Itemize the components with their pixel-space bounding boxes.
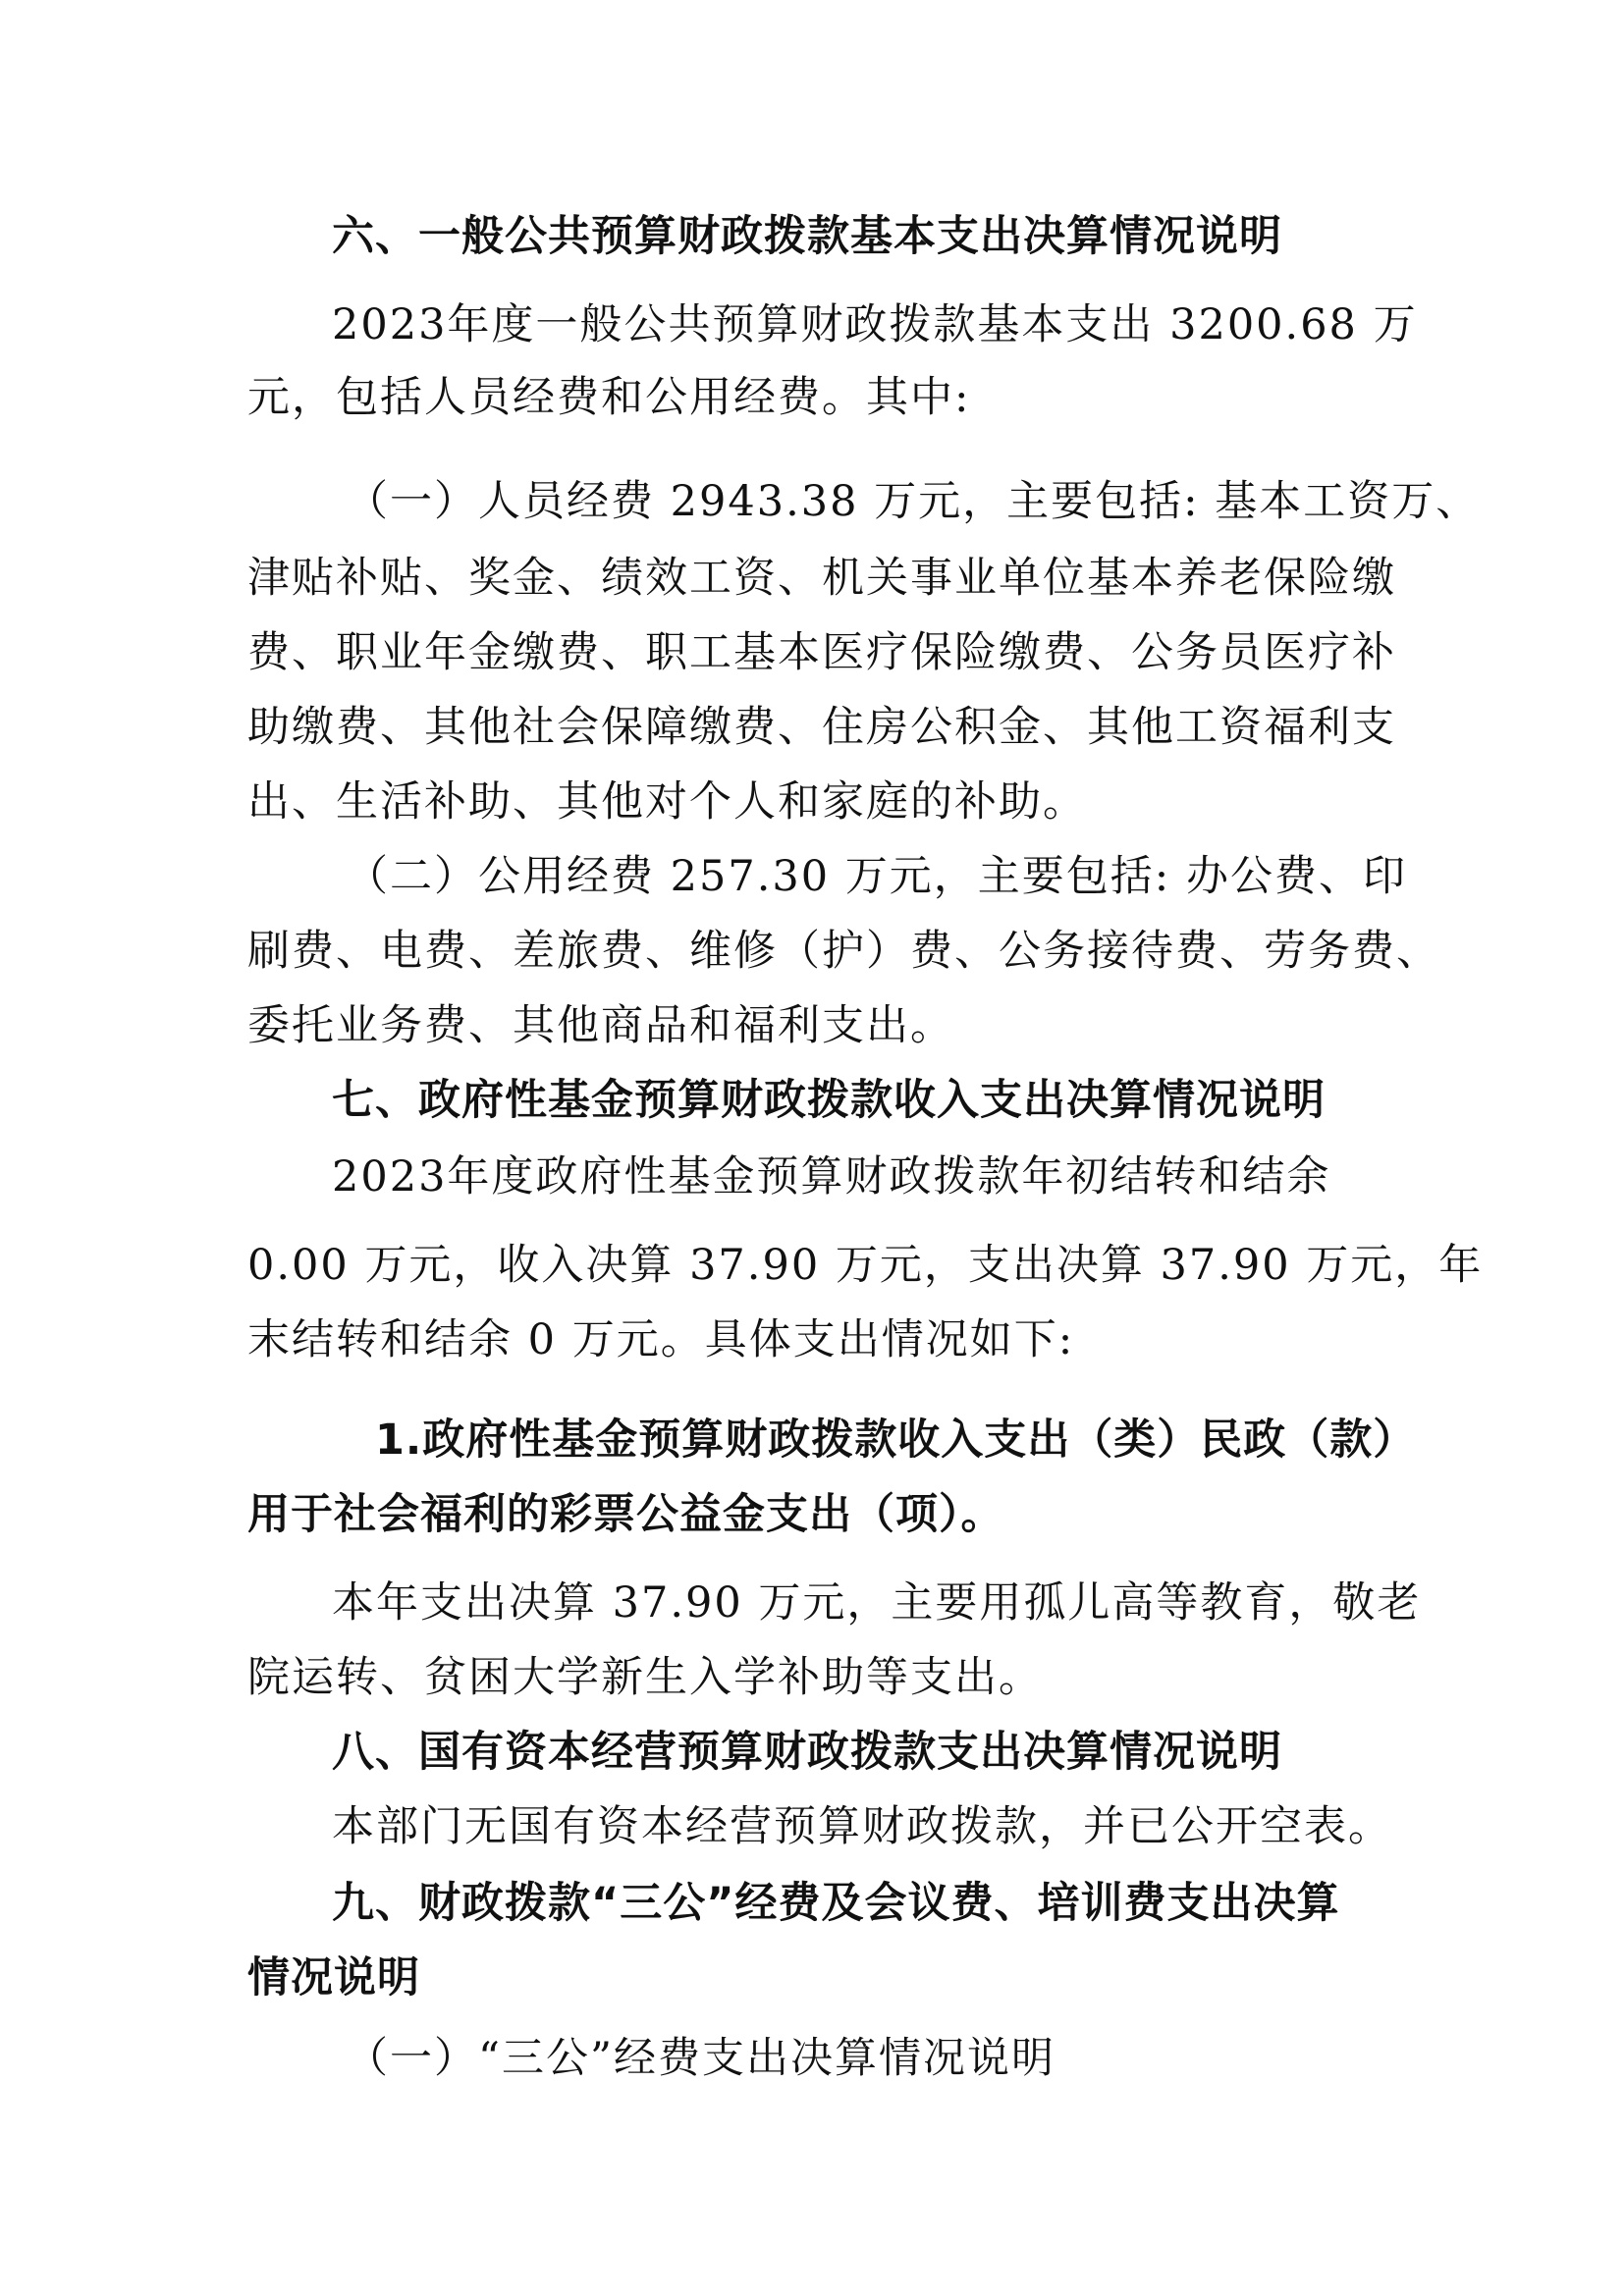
paragraph-line: 2023年度一般公共预算财政拨款基本支出 3200.68 万	[332, 300, 1418, 349]
section-heading-9-cont: 情况说明	[247, 1953, 420, 2002]
section-heading-9: 九、财政拨款“三公”经费及会议费、培训费支出决算	[332, 1879, 1340, 1928]
paragraph-line: 费、职业年金缴费、职工基本医疗保险缴费、公务员医疗补	[247, 628, 1396, 677]
paragraph-line: （一）“三公”经费支出决算情况说明	[346, 2034, 1056, 2083]
paragraph-line: 本部门无国有资本经营预算财政拨款，并已公开空表。	[332, 1802, 1392, 1851]
section-heading-6: 六、一般公共预算财政拨款基本支出决算情况说明	[332, 212, 1282, 261]
section-heading-8: 八、国有资本经营预算财政拨款支出决算情况说明	[332, 1728, 1282, 1777]
paragraph-line: 末结转和结余 0 万元。具体支出情况如下:	[247, 1315, 1075, 1364]
paragraph-line: 元，包括人员经费和公用经费。其中:	[247, 373, 971, 422]
paragraph-line: 委托业务费、其他商品和福利支出。	[247, 1001, 954, 1050]
paragraph-line: 刷费、电费、差旅费、维修（护）费、公务接待费、劳务费、	[247, 927, 1440, 976]
paragraph-line: 2023年度政府性基金预算财政拨款年初结转和结余	[332, 1152, 1331, 1201]
section-heading-7: 七、政府性基金预算财政拨款收入支出决算情况说明	[332, 1076, 1326, 1125]
paragraph-line: 院运转、贫困大学新生入学补助等支出。	[247, 1653, 1043, 1702]
subsection-heading-1-cont: 用于社会福利的彩票公益金支出（项）。	[247, 1490, 1004, 1539]
paragraph-line: 津贴补贴、奖金、绩效工资、机关事业单位基本养老保险缴	[247, 554, 1396, 603]
paragraph-line: （二）公用经费 257.30 万元，主要包括: 办公费、印	[346, 852, 1407, 901]
subsection-heading-1: 1.政府性基金预算财政拨款收入支出（类）民政（款）	[375, 1415, 1417, 1465]
paragraph-line: （一）人员经费 2943.38 万元，主要包括: 基本工资万、	[346, 477, 1481, 526]
paragraph-line: 本年支出决算 37.90 万元，主要用孤儿高等教育，敬老	[332, 1578, 1422, 1628]
paragraph-line: 出、生活补助、其他对个人和家庭的补助。	[247, 777, 1087, 827]
paragraph-line: 助缴费、其他社会保障缴费、住房公积金、其他工资福利支	[247, 703, 1396, 752]
paragraph-line: 0.00 万元，收入决算 37.90 万元，支出决算 37.90 万元，年	[247, 1241, 1484, 1290]
